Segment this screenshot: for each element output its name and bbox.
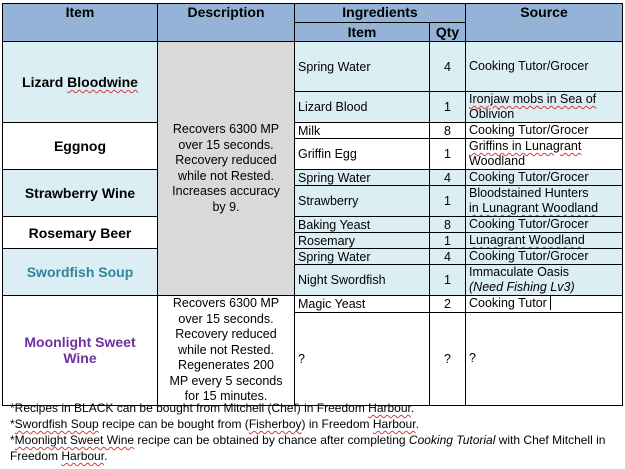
note-moonlight: *Moonlight Sweet Wine recipe can be obtained by chance after completing Cooking Tutorial with Chef Mitchell in [10,433,606,447]
note-black-recipes: *Recipes in BLACK can be bought from Mitchell (Chef) in Freedom Harbour. [10,401,415,415]
ingredient-qty: 2 [430,296,466,313]
ingredient-source [466,92,623,123]
desc1-line: over 15 seconds. [178,137,274,152]
ingredient-source [466,139,623,170]
ingredient-source: Cooking Tutor/Grocer [466,170,623,186]
ingredient-source [466,296,623,313]
desc2-line: Regenerates 200 [178,358,274,372]
desc2-line: Recovery reduced [175,327,277,341]
ingredient-qty: 1 [430,139,466,170]
ingredient-item: Spring Water [295,42,430,92]
ingredient-item: Lizard Blood [295,92,430,123]
note-moonlight-cont: Freedom Harbour. [10,449,108,463]
ingredient-qty: 1 [430,233,466,249]
ingredient-item: Magic Yeast [295,296,430,313]
ingredient-source: Cooking Tutor/Grocer [466,123,623,139]
recipe-table [2,3,623,406]
recipe-name-eggnog: Eggnog [3,123,158,170]
ingredient-source: ? [466,312,623,405]
header-description: Description [158,4,295,42]
ingredient-item: Night Swordfish [295,265,430,296]
ingredient-qty: ? [430,312,466,405]
ingredient-qty: 1 [430,92,466,123]
ingredient-qty: 4 [430,170,466,186]
source-line: Ironjaw mobs in Sea of [469,92,597,106]
source-line: Woodland [469,154,526,168]
note-swordfish: *Swordfish Soup recipe can be bought from (Fisherboy) in Freedom Harbour. [10,417,419,431]
ingredient-source: Cooking Tutor/Grocer [466,249,623,265]
ingredient-source: Cooking Tutor/Grocer [466,42,623,92]
ingredient-qty: 8 [430,123,466,139]
source-line: Immaculate Oasis [469,265,570,279]
footnotes [10,400,622,464]
header-source: Source [466,4,623,42]
source-line: Cooking Tutor [469,296,547,311]
ingredient-item: Spring Water [295,249,430,265]
ingredient-item: Griffin Egg [295,139,430,170]
ingredient-qty: 8 [430,217,466,233]
ingredient-qty: 1 [430,186,466,217]
ingredient-item: Strawberry [295,186,430,217]
desc1-line: by 9. [212,199,240,214]
desc2-line: Recovers 6300 MP [172,296,280,310]
source-line: in Lunagrant Woodland [469,201,599,215]
source-line: Bloodstained Hunters [469,186,589,200]
source-line: Griffins in Lunagrant [469,139,582,153]
desc2-line: over 15 seconds. [178,311,274,326]
header-ingredient-qty: Qty [430,23,466,42]
header-item: Item [3,4,158,42]
ingredient-item: Milk [295,123,430,139]
desc1-line: Recovery reduced [175,153,277,167]
desc1-line: Increases accuracy [172,184,280,198]
shared-description-1 [158,42,295,296]
ingredient-qty: 4 [430,249,466,265]
source-line: Oblivion [469,107,515,121]
desc2-line: MP every 5 seconds [169,373,283,388]
ingredient-source [466,186,623,217]
ingredient-item: Spring Water [295,170,430,186]
recipe-name-strawberry-wine: Strawberry Wine [3,170,158,217]
recipe-name-lizard-bloodwine: Lizard Bloodwine [3,42,158,123]
source-line: (Need Fishing Lv3) [469,280,575,294]
ingredient-source [466,233,623,249]
recipe-name-lizard-bloodwine-text: Bloodwine [67,74,138,90]
ingredient-source [466,265,623,296]
recipe-name-rosemary-beer: Rosemary Beer [3,217,158,249]
header-ingredients: Ingredients [295,4,466,23]
recipe-name-swordfish-soup: Swordfish Soup [3,249,158,296]
desc2-line: for 15 minutes. [184,389,268,403]
source-line: Lunagrant Woodland [469,233,585,247]
shared-description-2 [158,296,295,406]
desc2-line: while not Rested. [178,342,274,357]
header-ingredient-item: Item [295,23,430,42]
ingredient-item: ? [295,312,430,405]
ingredient-item: Rosemary [295,233,430,249]
ingredient-source: Cooking Tutor/Grocer [466,217,623,233]
ingredient-qty: 4 [430,42,466,92]
ingredient-qty: 1 [430,265,466,296]
desc1-line: Recovers 6300 MP [172,122,280,136]
recipe-name-moonlight-sweet-wine: Moonlight Sweet Wine [3,296,158,406]
desc1-line: while not Rested. [178,168,274,183]
ingredient-item: Baking Yeast [295,217,430,233]
